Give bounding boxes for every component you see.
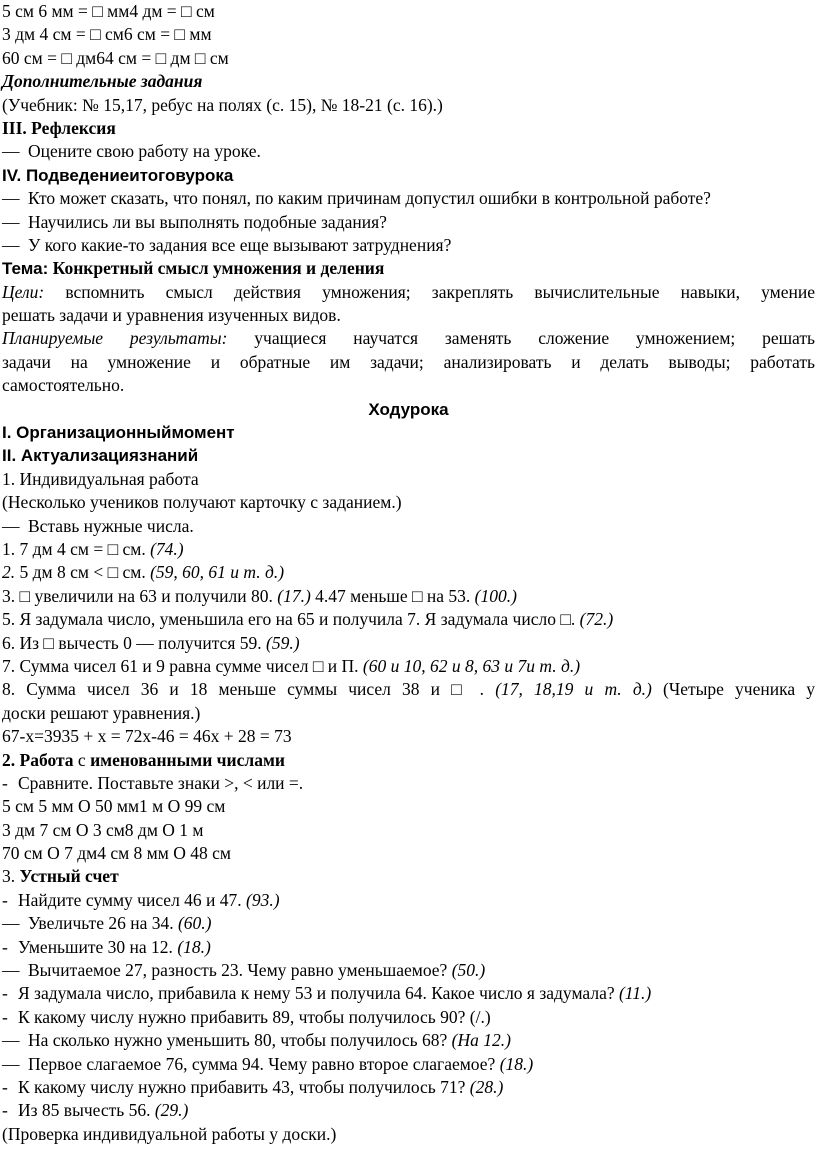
summary-item xyxy=(2,234,815,257)
task-text: 8. Сумма чисел 36 и 18 меньше суммы чисел 38 и □ . xyxy=(2,679,496,700)
lesson-heading: Ходурока xyxy=(368,399,449,419)
summary-item-text: Научились ли вы выполнять подобные задания? xyxy=(28,211,387,232)
extra-tasks-text: (Учебник: № 15,17, ребус на полях (с. 15), № 18-21 (с. 16).) xyxy=(2,94,443,115)
hyphen-marker: - xyxy=(2,1100,8,1121)
summary-item-text: Кто может сказать, что понял, по каким причинам допустил ошибки в контрольной работе? xyxy=(28,188,711,209)
summary-item-text: У кого какие-то задания все еще вызывают затруднения? xyxy=(28,234,452,255)
hyphen-marker: - xyxy=(2,1006,8,1027)
oral-question-text: Первое слагаемое 76, сумма 94. Чему равно второе слагаемое? xyxy=(28,1053,500,1074)
oral-question-answer: (28.) xyxy=(469,1076,504,1097)
oral-question xyxy=(2,1099,815,1122)
hyphen-marker: - xyxy=(2,1076,8,1097)
task-answer: (100.) xyxy=(474,585,517,606)
compare-instruction xyxy=(2,772,815,795)
oral-question xyxy=(2,936,815,959)
hyphen-marker: - xyxy=(2,772,8,793)
task-line xyxy=(2,655,815,678)
actual-heading: II. Актуализациязнаний xyxy=(2,446,199,466)
oral-question-text: К какому числу нужно прибавить 43, чтобы получилось 71? xyxy=(18,1076,470,1097)
task-answer: (59, 60, 61 и т. д.) xyxy=(150,562,285,583)
dash-marker: — xyxy=(2,1053,20,1074)
task-text: Сумма чисел 61 и 9 равна сумме чисел □ и П. xyxy=(15,655,363,676)
dash-marker: — xyxy=(2,188,20,209)
task-text: (Четыре ученика у xyxy=(651,679,816,700)
named-numbers-heading xyxy=(2,749,815,772)
individual-note: (Несколько учеников получают карточку с заданием.) xyxy=(2,492,402,513)
compare-instruction-text: Сравните. Поставьте знаки >, < или =. xyxy=(18,772,304,793)
task-number: 1. xyxy=(2,538,16,559)
goals-line-1 xyxy=(2,281,815,304)
named-heading-part: именованными числами xyxy=(90,749,285,770)
task-number: 6. xyxy=(2,632,16,653)
task-8-line-2: доски решают уравнения.) xyxy=(2,702,201,723)
oral-question xyxy=(2,1053,815,1076)
oral-question xyxy=(2,1006,815,1029)
dash-marker: — xyxy=(2,913,20,934)
oral-question-answer: (11.) xyxy=(618,983,652,1004)
oral-question-text: К какому числу нужно прибавить 89, чтобы получилось 90? (/.) xyxy=(18,1006,491,1027)
topic-text: Конкретный смысл умножения и деления xyxy=(52,258,385,279)
insert-instruction-text: Вставь нужные числа. xyxy=(28,515,194,536)
goals-text: вспомнить смысл действия умножения; закреплять вычислительные навыки, умение xyxy=(65,281,816,302)
oral-heading-line xyxy=(2,865,815,888)
task-8-line-1 xyxy=(2,678,815,701)
goals-label: Цели: xyxy=(2,281,45,302)
task-text: Из □ вычесть 0 — получится 59. xyxy=(15,632,267,653)
hyphen-marker: - xyxy=(2,889,8,910)
oral-question-answer: (18.) xyxy=(177,936,211,957)
oral-question-answer: (60.) xyxy=(177,913,212,934)
oral-number: 3. xyxy=(2,866,20,887)
final-note: (Проверка индивидуальной работы у доски.) xyxy=(2,1123,337,1144)
task-answer: (72.) xyxy=(579,609,614,630)
oral-question-list xyxy=(2,889,815,1123)
task-text: Я задумала число, уменьшила его на 65 и получила 7. Я задумала число □. xyxy=(15,609,580,630)
oral-question-text: Увеличьте 26 на 34. xyxy=(28,913,178,934)
results-label: Планируемые результаты: xyxy=(2,328,228,349)
oral-question xyxy=(2,889,815,912)
task-number: 7. xyxy=(2,655,16,676)
dash-marker: — xyxy=(2,960,20,981)
topic-line xyxy=(2,257,815,280)
oral-question-text: Я задумала число, прибавила к нему 53 и получила 64. Какое число я задумала? xyxy=(18,983,619,1004)
oral-question-text: Уменьшите 30 на 12. xyxy=(18,936,178,957)
task-answer: (17.) xyxy=(277,585,311,606)
results-text: учащиеся научатся заменять сложение умножением; решать xyxy=(254,328,816,349)
summary-heading: IV. Подведениеитоговурока xyxy=(2,165,234,185)
oral-question-answer: (На 12.) xyxy=(451,1030,511,1051)
task-text: 7 дм 4 см = □ см. xyxy=(15,538,151,559)
oral-question-answer: (50.) xyxy=(451,960,486,981)
oral-question-answer: (93.) xyxy=(246,889,280,910)
task-line xyxy=(2,608,815,631)
hyphen-marker: - xyxy=(2,936,8,957)
task-text: □ увеличили на 63 и получили 80. xyxy=(15,585,278,606)
summary-item xyxy=(2,211,815,234)
topic-label: Тема: xyxy=(2,259,49,279)
dash-marker: — xyxy=(2,515,20,536)
conversion-line-2: 3 дм 4 см = □ см6 см = □ мм xyxy=(2,24,212,45)
conversion-line-1: 5 см 6 мм = □ мм4 дм = □ см xyxy=(2,1,215,21)
oral-question-text: Найдите сумму чисел 46 и 47. xyxy=(18,889,247,910)
reflection-heading: III. Рефлексия xyxy=(2,117,116,138)
task-text: 4.47 меньше □ на 53. xyxy=(310,585,475,606)
task-line xyxy=(2,538,815,561)
compare-line-3: 70 см О 7 дм4 см 8 мм О 48 см xyxy=(2,843,231,864)
task-number: 3. xyxy=(2,585,16,606)
extra-tasks-heading: Дополнительные задания xyxy=(2,71,203,92)
oral-question-text: На сколько нужно уменьшить 80, чтобы получилось 68? xyxy=(28,1030,452,1051)
compare-line-1: 5 см 5 мм О 50 мм1 м О 99 см xyxy=(2,796,226,817)
reflection-item-text: Оцените свою работу на уроке. xyxy=(28,141,261,162)
oral-question-answer: (29.) xyxy=(154,1100,189,1121)
insert-instruction xyxy=(2,515,815,538)
dash-marker: — xyxy=(2,211,20,232)
task-answer: (60 и 10, 62 и 8, 63 и 7и т. д.) xyxy=(362,655,581,676)
named-heading-part: с xyxy=(73,749,91,770)
results-line-1 xyxy=(2,327,815,350)
conversion-line-3: 60 см = □ дм64 см = □ дм □ см xyxy=(2,47,229,68)
oral-question xyxy=(2,1029,815,1052)
task-answer: (74.) xyxy=(150,538,184,559)
task-line xyxy=(2,561,815,584)
org-heading: I. Организационныймомент xyxy=(2,423,235,443)
task-number: 5. xyxy=(2,609,16,630)
task-text: 5 дм 8 см < □ см. xyxy=(15,562,151,583)
task-answer: (17, 18,19 и т. д.) xyxy=(495,679,652,700)
oral-question-text: Вычитаемое 27, разность 23. Чему равно уменьшаемое? xyxy=(28,960,452,981)
task-answer: (59.) xyxy=(266,632,300,653)
oral-question-text: Из 85 вычесть 56. xyxy=(18,1100,155,1121)
summary-item xyxy=(2,187,815,210)
compare-line-2: 3 дм 7 см О 3 см8 дм О 1 м xyxy=(2,819,204,840)
hyphen-marker: - xyxy=(2,983,8,1004)
dash-marker: — xyxy=(2,141,20,162)
dash-marker: — xyxy=(2,234,20,255)
task-line xyxy=(2,585,815,608)
equations-line: 67-х=3935 + х = 72х-46 = 46х + 28 = 73 xyxy=(2,726,292,747)
dash-marker: — xyxy=(2,1030,20,1051)
individual-title: 1. Индивидуальная работа xyxy=(2,468,199,489)
results-line-2: задачи на умножение и обратные им задачи; анализировать и делать выводы; работать xyxy=(2,351,815,372)
oral-question xyxy=(2,912,815,935)
reflection-item xyxy=(2,140,815,163)
named-heading-part: 2. Работа xyxy=(2,749,74,770)
oral-question xyxy=(2,959,815,982)
oral-question-answer: (18.) xyxy=(499,1053,534,1074)
goals-line-2: решать задачи и уравнения изученных видов. xyxy=(2,305,341,326)
oral-heading: Устный счет xyxy=(19,866,119,887)
task-line xyxy=(2,632,815,655)
task-number: 2. xyxy=(2,562,16,583)
results-line-3: самостоятельно. xyxy=(2,375,125,396)
oral-question xyxy=(2,982,815,1005)
oral-question xyxy=(2,1076,815,1099)
